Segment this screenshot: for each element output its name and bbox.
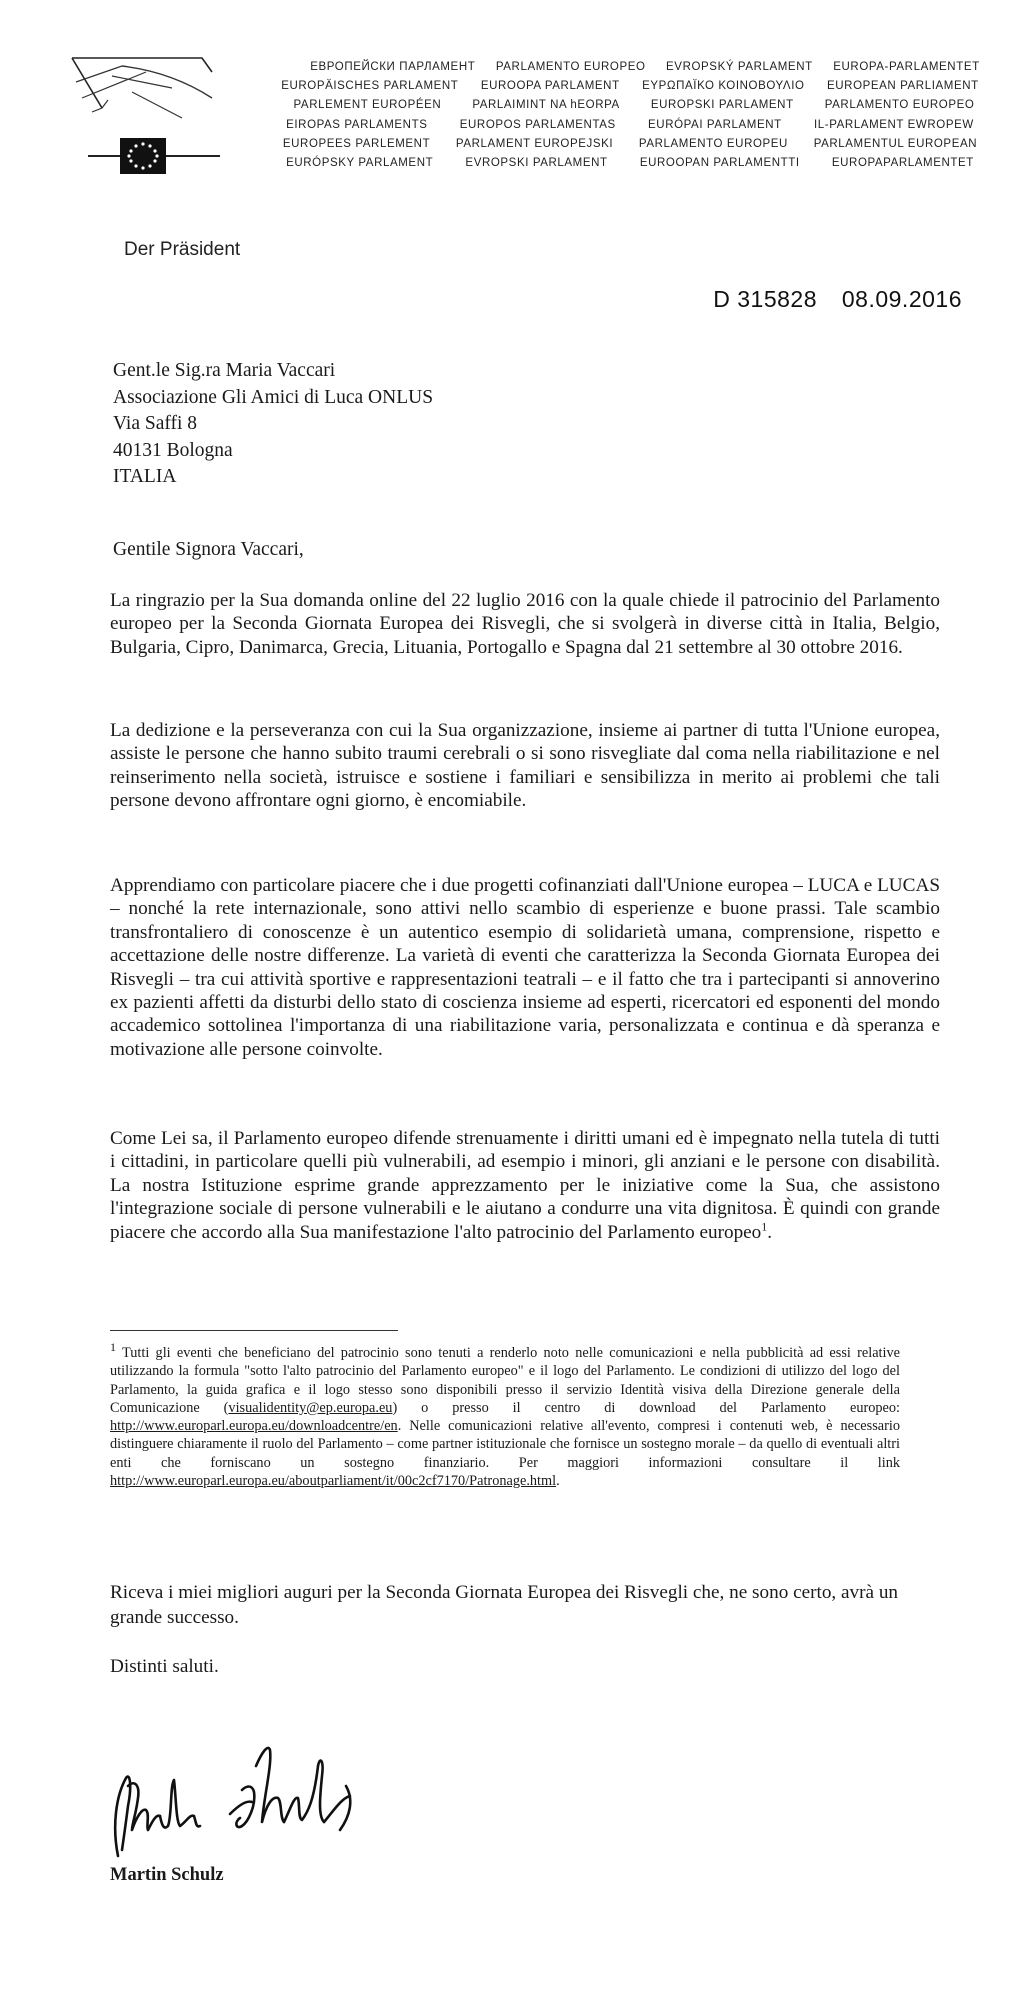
address-line: Gent.le Sig.ra Maria Vaccari	[113, 360, 336, 381]
institution-name: PARLAMENTO EUROPEO	[824, 99, 975, 112]
institution-name: EUROPOS PARLAMENTAS	[459, 118, 616, 131]
patronage-link[interactable]: http://www.europarl.europa.eu/aboutparliament/it/00c2cf7170/Patronage.html	[110, 1473, 557, 1490]
address-line: Associazione Gli Amici di Luca ONLUS	[113, 386, 434, 408]
institution-name: PARLAMENTUL EUROPEAN	[813, 137, 978, 150]
reference-date: 08.09.2016	[841, 286, 962, 312]
institution-names-row	[270, 154, 990, 173]
institution-name: EURÓPAI PARLAMENT	[648, 118, 782, 131]
institution-name: EUROPAPARLAMENTET	[831, 157, 974, 170]
institution-names-row	[270, 58, 990, 77]
footnote-text: . Nelle comunicazioni relative all'evento, compresi i contenuti web, è necessario distinguere chiaramente il ruolo del Parlamento – come partner istituzionale che fornisce un sostegno morale – da quello di eventuali altri enti che forniscano un sostegno finanziario. Per maggiori informazioni consultare il link	[110, 1418, 900, 1471]
body-paragraph: La dedizione e la perseveranza con cui la Sua organizzazione, insieme ai partner di tutta l'Unione europea, assiste le persone che hanno subito traumi cerebrali o si sono risvegliate dal coma nella riabilitazione e nel reinserimento nella società, istruisce e sostiene i familiari e sensibilizza in merito ai problemi che tali persone devono affrontare ogni giorno, è encomiabile.	[110, 720, 940, 812]
closing-regards: Distinti saluti.	[110, 1656, 219, 1677]
institution-name: EUROPEES PARLEMENT	[282, 137, 431, 150]
institution-name: PARLAMENT EUROPEJSKI	[455, 137, 614, 150]
european-parliament-logo	[62, 52, 292, 182]
download-centre-link[interactable]: http://www.europarl.europa.eu/downloadcentre/en	[110, 1418, 398, 1435]
institution-names-row	[270, 135, 990, 154]
institution-name: EVROPSKI PARLAMENT	[465, 157, 608, 170]
footnote-marker: 1	[110, 1340, 116, 1355]
institution-names-row	[270, 77, 990, 96]
institution-name: PARLAMENTO EUROPEU	[638, 137, 788, 150]
footnote-text: ) o presso il centro di download del Parlamento europeo:	[392, 1399, 901, 1416]
institution-name: PARLAMENTO EUROPEO	[495, 61, 646, 73]
address-line: ITALIA	[113, 466, 177, 487]
institution-name: PARLAIMINT NA hEORPA	[472, 99, 620, 112]
reference-line	[713, 286, 962, 313]
institution-name: EUROPÄISCHES PARLAMENT	[281, 80, 459, 93]
institution-name: EIROPAS PARLAMENTS	[286, 118, 428, 131]
email-link[interactable]: visualidentity@ep.europa.eu	[228, 1399, 393, 1416]
footnote-text: Tutti gli eventi che beneficiano del patrocinio sono tenuti a renderlo noto nelle comunicazioni e nella pubblicità ad essi relative utilizzando la formula "sotto l'alto patrocinio del Parlamento europeo" e il logo del Parlamento. Le condizioni di utilizzo del logo del Parlamento, la guida grafica e il logo stesso sono disponibili presso il servizio Identità visiva della Direzione generale della Comunicazione (	[110, 1345, 900, 1416]
signer-name: Martin Schulz	[110, 1865, 224, 1885]
footnote-text: .	[556, 1473, 560, 1490]
footnote-reference[interactable]: 1	[761, 1219, 768, 1234]
handwritten-signature	[102, 1726, 402, 1866]
body-paragraph: La ringrazio per la Sua domanda online del 22 luglio 2016 con la quale chiede il patrocinio del Parlamento europeo per la Seconda Giornata Europea dei Risvegli, che si svolgerà in diverse città in Italia, Belgio, Bulgaria, Cipro, Danimarca, Grecia, Lituania, Portogallo e Spagna dal 21 settembre al 30 ottobre 2016.	[110, 590, 940, 658]
address-line: Via Saffi 8	[113, 413, 198, 434]
address-line: 40131 Bologna	[113, 439, 233, 461]
recipient-address	[113, 358, 433, 491]
salutation: Gentile Signora Vaccari,	[113, 539, 304, 560]
institution-name: EUROPSKI PARLAMENT	[650, 99, 794, 112]
institution-name: EUROPA-PARLAMENTET	[833, 61, 980, 73]
body-paragraph: Apprendiamo con particolare piacere che i due progetti cofinanziati dall'Unione europea – LUCA e LUCAS – nonché la rete internazionale, sono attivi nello scambio di esperienze e buone prassi. Tale scambio transfrontaliero di conoscenze è un autentico esempio di solidarietà umana, comprensione, rispetto e accettazione delle nostre differenze. La varietà di eventi che caratterizza la Seconda Giornata Europea dei Risvegli – tra cui attività sportive e rappresentazioni teatrali – e il fatto che tra i partecipanti si annoverino ex pazienti affetti da disturbi dello stato di coscienza insieme ad esperti, ricercatori ed esponenti del mondo accademico sottolinea l'importanza di una riabilitazione varia, personalizzata e continua e dà speranza e motivazione alle persone coinvolte.	[110, 875, 940, 1060]
institution-name: EUROOPA PARLAMENT	[480, 80, 620, 93]
institution-name: EUROPEAN PARLIAMENT	[826, 80, 979, 93]
institution-names-row	[270, 116, 990, 135]
institution-name: EUROOPAN PARLAMENTTI	[639, 157, 800, 170]
footnote-divider	[110, 1330, 398, 1331]
institution-name: PARLEMENT EUROPÉEN	[293, 99, 442, 112]
institution-names-row	[270, 96, 990, 115]
institution-name: EVROPSKÝ PARLAMENT	[666, 61, 813, 73]
institution-name: EURÓPSKY PARLAMENT	[286, 157, 434, 170]
institution-name: IL-PARLAMENT EWROPEW	[814, 118, 974, 131]
body-paragraph: Come Lei sa, il Parlamento europeo difende strenuamente i diritti umani ed è impegnato nella tutela di tutti i cittadini, in particolare quelli più vulnerabili, ad esempio i minori, gli anziani e le persone con disabilità. La nostra Istituzione esprime grande apprezzamento per le iniziative come la Sua, che assistono l'integrazione sociale di persone vulnerabili e le aiutano a condurre una vita dignitosa. È quindi con grande piacere che accordo alla Sua manifestazione l'alto patrocinio del Parlamento europeo$^1$.	[110, 1128, 940, 1243]
reference-number: D 315828	[713, 286, 817, 312]
institution-name: ЕВРОПЕЙСКИ ПАРЛАМЕНТ	[310, 61, 476, 73]
paragraph-text: Come Lei sa, il Parlamento europeo difende strenuamente i diritti umani ed è impegnato nella tutela di tutti i cittadini, in particolare quelli più vulnerabili, ad esempio i minori, gli anziani e le persone con disabilità. La nostra Istituzione esprime grande apprezzamento per le iniziative come la Sua, che assistono l'integrazione sociale di persone vulnerabili e le aiutano a condurre una vita dignitosa. È quindi con grande piacere che accordo alla Sua manifestazione l'alto patrocinio del Parlamento europeo	[110, 1128, 940, 1243]
institution-names	[270, 58, 990, 173]
sender-title: Der Präsident	[124, 239, 241, 260]
closing-wishes: Riceva i miei migliori auguri per la Seconda Giornata Europea dei Risvegli che, ne sono certo, avrà un grande successo.	[110, 1582, 899, 1628]
footnote	[110, 1340, 901, 1490]
institution-name: ΕΥΡΩΠΑΪΚΟ ΚΟΙΝΟΒΟΥΛΙΟ	[642, 80, 805, 93]
